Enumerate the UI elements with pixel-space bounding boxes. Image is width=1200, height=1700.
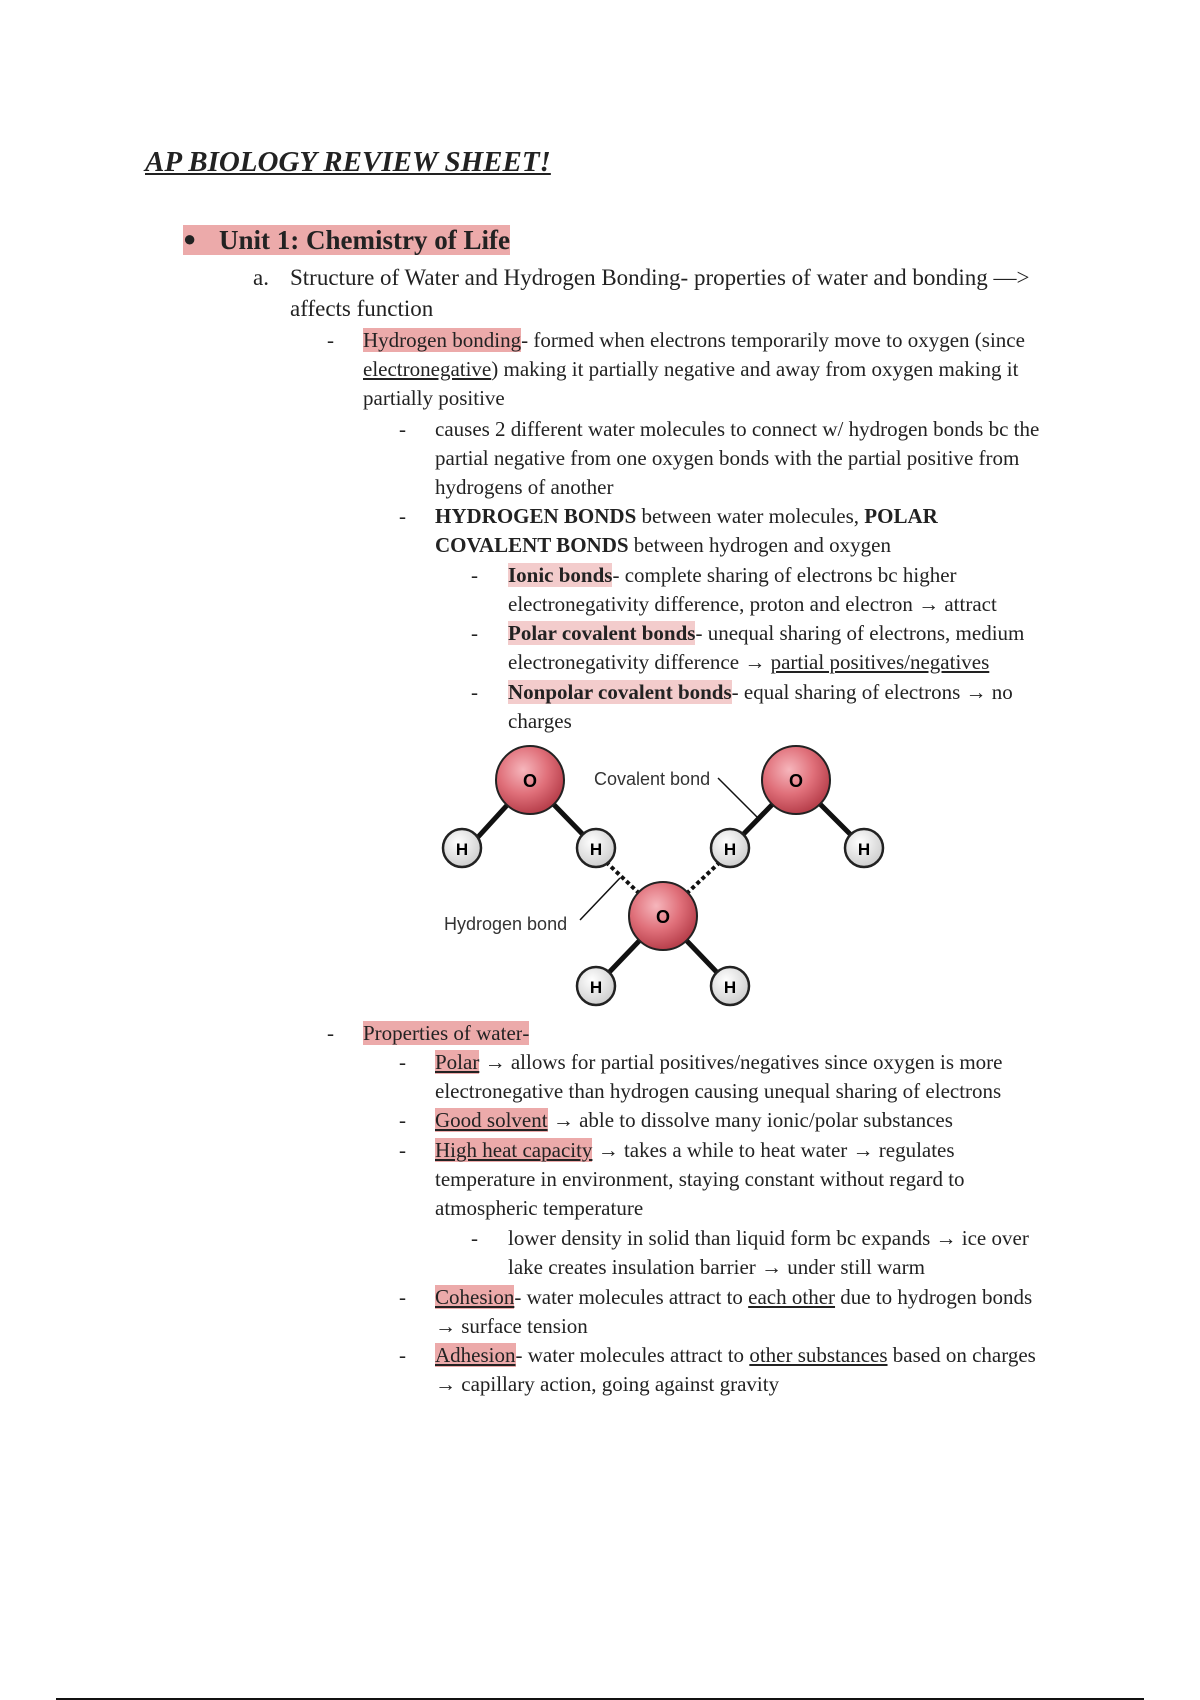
cohesion-term: Cohesion (435, 1285, 515, 1309)
causes-line2: partial negative from one oxygen bonds with the partial positive from (435, 446, 1020, 470)
section-a-line1: Structure of Water and Hydrogen Bonding- properties of water and bonding —> (290, 265, 1030, 290)
hbond-term: Hydrogen bonding (363, 328, 522, 352)
bonds-text: between hydrogen and oxygen (628, 533, 891, 557)
unit-heading (183, 225, 510, 259)
polar-covalent-line1 (508, 619, 1024, 648)
covalent-bond-label: Covalent bond (594, 769, 711, 789)
other-substances-term: other substances (749, 1343, 888, 1367)
cohesion-line2: → surface tension (435, 1314, 588, 1338)
causes-line3: hydrogens of another (435, 475, 614, 499)
hydrogen-bond-line (684, 862, 720, 896)
adhesion-line1 (435, 1341, 1036, 1370)
dash-marker: - (471, 621, 478, 645)
polar-term: POLAR (864, 504, 938, 528)
hbond-line3: partially positive (363, 386, 505, 410)
dash-marker: - (471, 563, 478, 587)
dash-marker: - (471, 1226, 478, 1250)
covalent-label-pointer (718, 778, 758, 818)
hydrogen-bonds-term: HYDROGEN BONDS (435, 504, 637, 528)
properties-heading (363, 1019, 529, 1048)
polar-covalent-line2 (508, 648, 989, 677)
oxygen-atom (496, 746, 564, 814)
nonpolar-term: Nonpolar covalent bonds (508, 680, 732, 704)
dash-marker: - (399, 1343, 406, 1367)
causes-line1: causes 2 different water molecules to connect w/ hydrogen bonds bc the (435, 417, 1040, 441)
dash-marker: - (327, 1021, 334, 1045)
heat-term: High heat capacity (435, 1138, 593, 1162)
cohesion-line1 (435, 1283, 1032, 1312)
water-hydrogen-bond-diagram (430, 738, 900, 1018)
adhesion-text: based on charges (887, 1343, 1036, 1367)
bonds-text: between water molecules, (636, 504, 865, 528)
properties-term: Properties of water (363, 1021, 523, 1045)
properties-suffix: - (522, 1021, 530, 1045)
oxygen-label: O (522, 771, 538, 791)
adhesion-text: - water molecules attract to (515, 1343, 750, 1367)
dash-marker: - (399, 417, 406, 441)
nonpolar-line2: charges (508, 709, 572, 733)
unit-title: Unit 1: Chemistry of Life (219, 225, 510, 255)
heat-line3: atmospheric temperature (435, 1196, 644, 1220)
ionic-term: Ionic bonds (508, 563, 613, 587)
hydrogen-atom (711, 967, 749, 1005)
electronegative-term: electronegative (363, 357, 492, 381)
bonds-summary-line2 (435, 531, 891, 560)
dash-marker: - (471, 680, 478, 704)
adhesion-term: Adhesion (435, 1343, 516, 1367)
oxygen-label: O (788, 771, 804, 791)
hbond-text: ) making it partially negative and away from oxygen making it (491, 357, 1019, 381)
polar-covalent-text: - unequal sharing of electrons, medium (695, 621, 1025, 645)
oxygen-atom (762, 746, 830, 814)
hbond-line2 (363, 355, 1018, 384)
hydrogen-label: H (589, 840, 603, 859)
ionic-line2: electronegativity difference, proton and electron → attract (508, 592, 997, 616)
hydrogen-label: H (857, 840, 871, 859)
bonds-summary-line1 (435, 502, 938, 531)
dash-marker: - (327, 328, 334, 352)
dash-marker: - (399, 1050, 406, 1074)
ionic-text: - complete sharing of electrons bc higher (612, 563, 957, 587)
dash-marker: - (399, 504, 406, 528)
bullet-icon: ● (183, 226, 197, 251)
each-other-term: each other (748, 1285, 836, 1309)
heat-text: → takes a while to heat water → regulates (592, 1138, 955, 1162)
section-a-marker: a. (253, 265, 269, 290)
density-line1: lower density in solid than liquid form bc expands → ice over (508, 1226, 1029, 1250)
polar-term: Polar (435, 1050, 480, 1074)
dash-marker: - (399, 1108, 406, 1132)
hydrogen-label: H (723, 840, 737, 859)
density-line2: lake creates insulation barrier → under still warm (508, 1255, 925, 1279)
polar-covalent-text: electronegativity difference → (508, 650, 771, 674)
hydrogen-atom (577, 829, 615, 867)
solvent-line1 (435, 1106, 953, 1135)
ionic-line1 (508, 561, 957, 590)
hydrogen-label: H (589, 978, 603, 997)
oxygen-atom (629, 882, 697, 950)
nonpolar-text: - equal sharing of electrons → no (731, 680, 1013, 704)
hydrogen-atom (711, 829, 749, 867)
oxygen-label: O (655, 907, 671, 927)
hbond-text: - formed when electrons temporarily move to oxygen (since (521, 328, 1025, 352)
partial-charges-term: partial positives/negatives (770, 650, 990, 674)
dash-marker: - (399, 1285, 406, 1309)
hydrogen-atom (845, 829, 883, 867)
cohesion-text: - water molecules attract to (514, 1285, 749, 1309)
polar-covalent-term: Polar covalent bonds (508, 621, 696, 645)
heat-line1 (435, 1136, 955, 1165)
hbond-line1 (363, 326, 1025, 355)
nonpolar-line1 (508, 678, 1013, 707)
solvent-text: → able to dissolve many ionic/polar substances (547, 1108, 953, 1132)
hydrogen-atom (577, 967, 615, 1005)
page-title: AP BIOLOGY REVIEW SHEET! (145, 146, 551, 178)
cohesion-text: due to hydrogen bonds (835, 1285, 1033, 1309)
covalent-bonds-term: COVALENT BONDS (435, 533, 629, 557)
hydrogen-label: H (723, 978, 737, 997)
hydrogen-atom (443, 829, 481, 867)
section-a-line2: affects function (290, 296, 434, 321)
hydrogen-bond-line (606, 862, 642, 896)
polar-line2: electronegative than hydrogen causing unequal sharing of electrons (435, 1079, 1002, 1103)
polar-text: → allows for partial positives/negatives since oxygen is more (479, 1050, 1003, 1074)
polar-line1 (435, 1048, 1002, 1077)
dash-marker: - (399, 1138, 406, 1162)
adhesion-line2: → capillary action, going against gravity (435, 1372, 780, 1396)
solvent-term: Good solvent (435, 1108, 548, 1132)
hydrogen-label-pointer (580, 878, 620, 920)
heat-line2: temperature in environment, staying constant without regard to (435, 1167, 965, 1191)
hydrogen-label: H (455, 840, 469, 859)
hydrogen-bond-label: Hydrogen bond (444, 914, 568, 934)
